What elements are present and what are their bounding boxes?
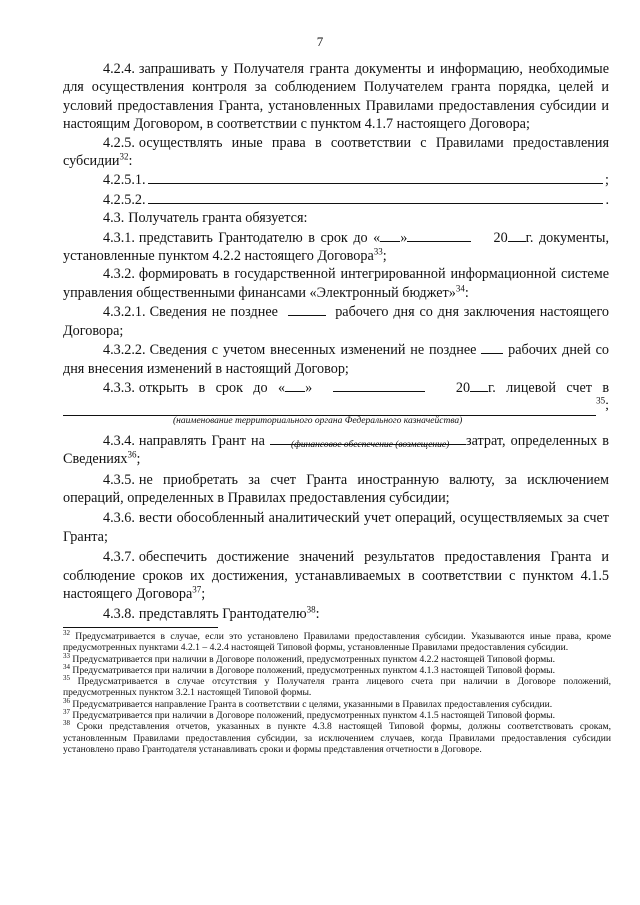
blank-day[interactable] (380, 228, 400, 242)
field-caption: (наименование территориального органа Федерального казначейства) (173, 415, 463, 426)
footnote-ref: 34 (455, 283, 465, 294)
clause-text: формировать в государственной интегрированной информационной системе управления общественными финансами «Электронный бюджет» (63, 266, 609, 301)
blank-field[interactable] (148, 190, 604, 204)
blank-year[interactable] (508, 228, 526, 242)
clause-number: 4.3.7. (103, 549, 135, 566)
footnote (63, 628, 611, 654)
footnote-ref: 35 (596, 395, 606, 406)
clause-number: 4.3. (103, 210, 125, 227)
footnote-ref: 32 (119, 151, 129, 162)
clause-text: представлять Грантодателю (138, 606, 307, 623)
footnote (63, 651, 611, 665)
footnote-number: 35 (63, 674, 70, 682)
footnote-ref: 36 (127, 449, 137, 460)
blank-days[interactable] (288, 302, 326, 316)
clause-text: обеспечить достижение значений результатов предоставления Гранта и соблюдение сроков их достижения, устанавливаемых в соответствии с пунктом 4.1.5 настоящего Договора (63, 549, 609, 602)
footnote-text: Предусматривается при наличии в Договоре положений, предусмотренных пунктом 4.1.3 настоящей Типовой формы. (72, 664, 556, 676)
clause-text: рабочих дней со дня внесения изменений в настоящий Договор; (63, 342, 610, 377)
clause-end: : (128, 153, 133, 170)
clause-4-3-5 (63, 471, 609, 508)
clause-end: ; (201, 585, 206, 602)
clause-text: вести обособленный аналитический учет операций, осуществляемых за счет Гранта; (63, 510, 609, 545)
clause-text: открыть в срок до « (138, 379, 286, 396)
footnote-number: 33 (63, 651, 70, 660)
clause-4-2-5 (63, 134, 609, 171)
clause-text: представить Грантодателю в срок до « (138, 229, 381, 246)
clause-4-3-1 (63, 228, 609, 266)
footnote-number: 36 (63, 696, 70, 705)
page-number: 7 (316, 34, 324, 49)
clause-number: 4.3.4. (103, 432, 135, 449)
clause-number: 4.3.5. (103, 471, 135, 488)
clause-end: : (315, 606, 320, 623)
clause-number: 4.3.6. (103, 510, 135, 527)
footnote-text: Предусматривается при наличии в Договоре положений, предусмотренных пунктом 4.2.2 настоящей Типовой формы. (72, 653, 556, 665)
treasury-line (63, 397, 609, 415)
footnote-text: Сроки представления отчетов, указанных в пункте 4.3.8 настоящей Типовой формы, должны соответствовать срокам, установленным Правилами предоставления субсидии, за исключением случаев, когда Правилами предоставления субсидии установлено право Грантодателя устанавливать сроки и формы представления отчетности в Договоре. (63, 721, 611, 755)
clause-text: затрат, определенных в Сведениях (63, 432, 609, 468)
clause-end: ; (605, 398, 609, 414)
footnote (63, 696, 611, 710)
clause-end-group (596, 397, 609, 415)
clause-text: » (305, 379, 313, 396)
clause-number: 4.3.2. (103, 266, 135, 283)
clause-4-3-2-1 (63, 302, 609, 340)
clause-text: » (400, 229, 408, 246)
clause-4-3-2 (63, 265, 609, 302)
footnote (63, 721, 611, 755)
clause-number: 4.2.5. (103, 134, 135, 151)
footnotes (63, 628, 611, 755)
clause-number: 4.3.3. (103, 379, 135, 396)
clause-4-3-8 (63, 605, 609, 623)
clause-text: запрашивать у Получателя гранта документы и информацию, необходимые для осуществления контроля за соблюдением Получателем гранта порядка, целей и условий предоставления Гранта, установленных Правилами предоставления субсидии и настоящим Договором, в соответствии с пунктом 4.1.7 настоящего Договора; (63, 61, 609, 133)
clause-number: 4.2.5.1. (103, 172, 146, 189)
clause-number: 4.2.4. (103, 61, 135, 77)
clause-number: 4.3.2.1. (103, 304, 146, 321)
clause-end: ; (136, 451, 141, 468)
clause-number: 4.3.1. (103, 229, 135, 246)
clause-number: 4.3.8. (103, 606, 135, 623)
footnote-ref: 33 (373, 246, 383, 257)
blank-month[interactable] (407, 228, 471, 242)
clause-text: рабочего дня со дня заключения настоящего Договора; (63, 304, 610, 339)
footnote-text: Предусматривается при наличии в Договоре положений, предусмотренных пунктом 4.1.5 настоящей Типовой формы. (72, 710, 556, 722)
document-body (63, 60, 609, 624)
footnote-number: 38 (63, 719, 70, 728)
clause-text: не приобретать за счет Гранта иностранную валюту, за исключением операций, определенных в Правилах предоставления субсидии; (63, 471, 609, 506)
clause-text: осуществлять иные права в соответствии с Правилами предоставления субсидии (63, 134, 609, 170)
blank-field[interactable] (63, 402, 596, 416)
clause-4-2-5-1 (63, 170, 609, 189)
footnote-number: 32 (63, 628, 70, 637)
clause-number: 4.2.5.2. (103, 191, 146, 208)
clause-text: 20 (455, 379, 471, 396)
clause-4-3 (63, 209, 609, 227)
footnote-text: Предусматривается направление Гранта в соответствии с целями, указанными в Правилах предоставления субсидии. (72, 698, 553, 710)
clause-text: г. лицевой счет в (488, 379, 610, 396)
clause-text: г. документы, установленные пунктом 4.2.2 настоящего Договора (63, 229, 609, 265)
footnote-ref: 37 (192, 584, 202, 595)
blank-day[interactable] (285, 378, 305, 392)
clause-4-3-7 (63, 548, 609, 603)
blank-days[interactable] (481, 340, 503, 354)
clause-4-2-4 (63, 60, 609, 134)
footnote-divider (63, 627, 218, 628)
footnote (63, 707, 611, 722)
blank-year[interactable] (470, 378, 488, 392)
footnote-text: Предусматривается в случае отсутствия у Получателя гранта лицевого счета при наличии в Договоре положений, предусмотренных пунктом 3.2.1 настоящей Типовой формы. (63, 676, 611, 699)
clause-text: 20 (493, 229, 508, 246)
footnote-text: Предусматривается в случае, если это установлено Правилами предоставления субсидии. Указываются иные права, кроме предусмотренных пунктами 4.2.1 – 4.2.4 настоящей Типовой формы, установленные Правилами предоставления субсидии. (63, 631, 611, 654)
clause-4-3-3 (63, 378, 609, 397)
footnote (63, 662, 611, 676)
clause-4-3-2-2 (63, 340, 609, 378)
clause-4-2-5-2 (63, 190, 609, 209)
blank-month[interactable] (333, 378, 425, 392)
clause-end: . (605, 191, 609, 208)
clause-end: ; (382, 248, 387, 265)
clause-text: направлять Грант на (138, 432, 265, 449)
clause-4-3-6 (63, 509, 609, 546)
clause-text: Сведения не позднее (149, 304, 278, 321)
clause-number: 4.3.2.2. (103, 342, 146, 359)
clause-text: Получатель гранта обязуется: (128, 210, 308, 227)
footnote-number: 34 (63, 662, 70, 671)
footnote (63, 676, 611, 699)
footnote-number: 37 (63, 707, 70, 716)
clause-end: ; (605, 172, 609, 189)
clause-end: : (464, 284, 469, 301)
field-caption: (финансовое обеспечение (возмещение) (291, 440, 450, 450)
blank-field[interactable] (148, 170, 603, 184)
clause-text: Сведения с учетом внесенных изменений не позднее (149, 342, 477, 359)
footnote-ref: 38 (306, 604, 316, 615)
